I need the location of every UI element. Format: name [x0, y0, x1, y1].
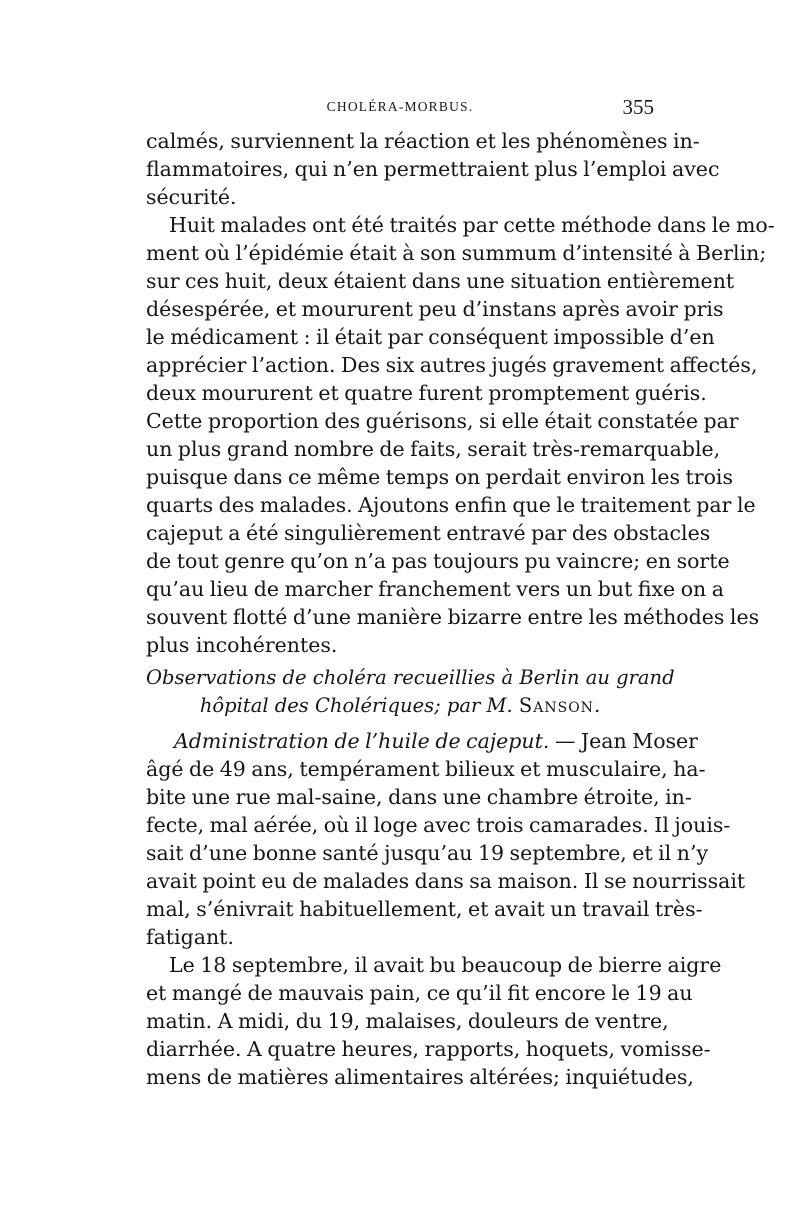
text-line: fecte, mal aérée, où il loge avec trois camarades. Il jouis-: [146, 813, 731, 837]
text-line: de tout genre qu’on n’a pas toujours pu vaincre; en sorte: [146, 549, 730, 573]
heading-end: .: [593, 694, 601, 717]
heading-text: hôpital des Cholériques; par M.: [199, 694, 519, 717]
text-line: bite une rue mal-saine, dans une chambre étroite, in-: [146, 785, 692, 809]
text-line: quarts des malades. Ajoutons enfin que le traitement par le: [146, 493, 756, 517]
running-head: [146, 95, 654, 121]
text-line: sécurité.: [146, 185, 237, 209]
text-line: Le 18 septembre, il avait bu beaucoup de bierre aigre: [169, 953, 722, 977]
text-line: apprécier l’action. Des six autres jugés gravement affectés,: [146, 353, 758, 377]
text-line: deux moururent et quatre furent promptement guéris.: [146, 381, 707, 405]
text-line: puisque dans ce même temps on perdait environ les trois: [146, 465, 734, 489]
text-line: désespérée, et moururent peu d’instans après avoir pris: [146, 297, 724, 321]
text-line: âgé de 49 ans, tempérament bilieux et musculaire, ha-: [146, 757, 706, 781]
running-title: CHOLÉRA-MORBUS.: [326, 99, 474, 114]
text-line: sur ces huit, deux étaient dans une situation entièrement: [146, 269, 735, 293]
page-number: 355: [622, 95, 654, 119]
text-line: [174, 727, 698, 755]
subheading-inline: Administration de l’huile de cajeput.: [174, 729, 550, 753]
text-line: matin. A midi, du 19, malaises, douleurs de ventre,: [146, 1009, 669, 1033]
heading-author: Sanson: [518, 694, 594, 717]
text-line: avait point eu de malades dans sa maison. Il se nourrissait: [146, 869, 746, 893]
text-line: calmés, surviennent la réaction et les phénomènes in-: [146, 129, 700, 153]
text-line: et mangé de mauvais pain, ce qu’il fit encore le 19 au: [146, 981, 693, 1005]
text-line: qu’au lieu de marcher franchement vers un but fixe on a: [146, 577, 724, 601]
section-heading-line: Observations de choléra recueillies à Berlin au grand: [146, 666, 675, 689]
text-line: souvent flotté d’une manière bizarre entre les méthodes les: [146, 605, 760, 629]
text-run: — Jean Moser: [549, 729, 698, 753]
text-line: flammatoires, qui n’en permettraient plus l’emploi avec: [146, 157, 720, 181]
text-line: plus incohérentes.: [146, 633, 338, 657]
text-line: Cette proportion des guérisons, si elle était constatée par: [146, 409, 739, 433]
text-line: mal, s’énivrait habituellement, et avait un travail très-: [146, 897, 703, 921]
text-line: un plus grand nombre de faits, serait très-remarquable,: [146, 437, 721, 461]
section-heading-line: [146, 692, 654, 720]
text-line: sait d’une bonne santé jusqu’au 19 septembre, et il n’y: [146, 841, 709, 865]
text-line: Huit malades ont été traités par cette méthode dans le mo-: [169, 213, 775, 237]
text-line: fatigant.: [146, 925, 234, 949]
text-line: le médicament : il était par conséquent impossible d’en: [146, 325, 715, 349]
text-line: ment où l’épidémie était à son summum d’intensité à Berlin;: [146, 241, 767, 265]
text-line: mens de matières alimentaires altérées; inquiétudes,: [146, 1065, 694, 1089]
text-line: diarrhée. A quatre heures, rapports, hoquets, vomisse-: [146, 1037, 711, 1061]
text-line: cajeput a été singulièrement entravé par des obstacles: [146, 521, 711, 545]
